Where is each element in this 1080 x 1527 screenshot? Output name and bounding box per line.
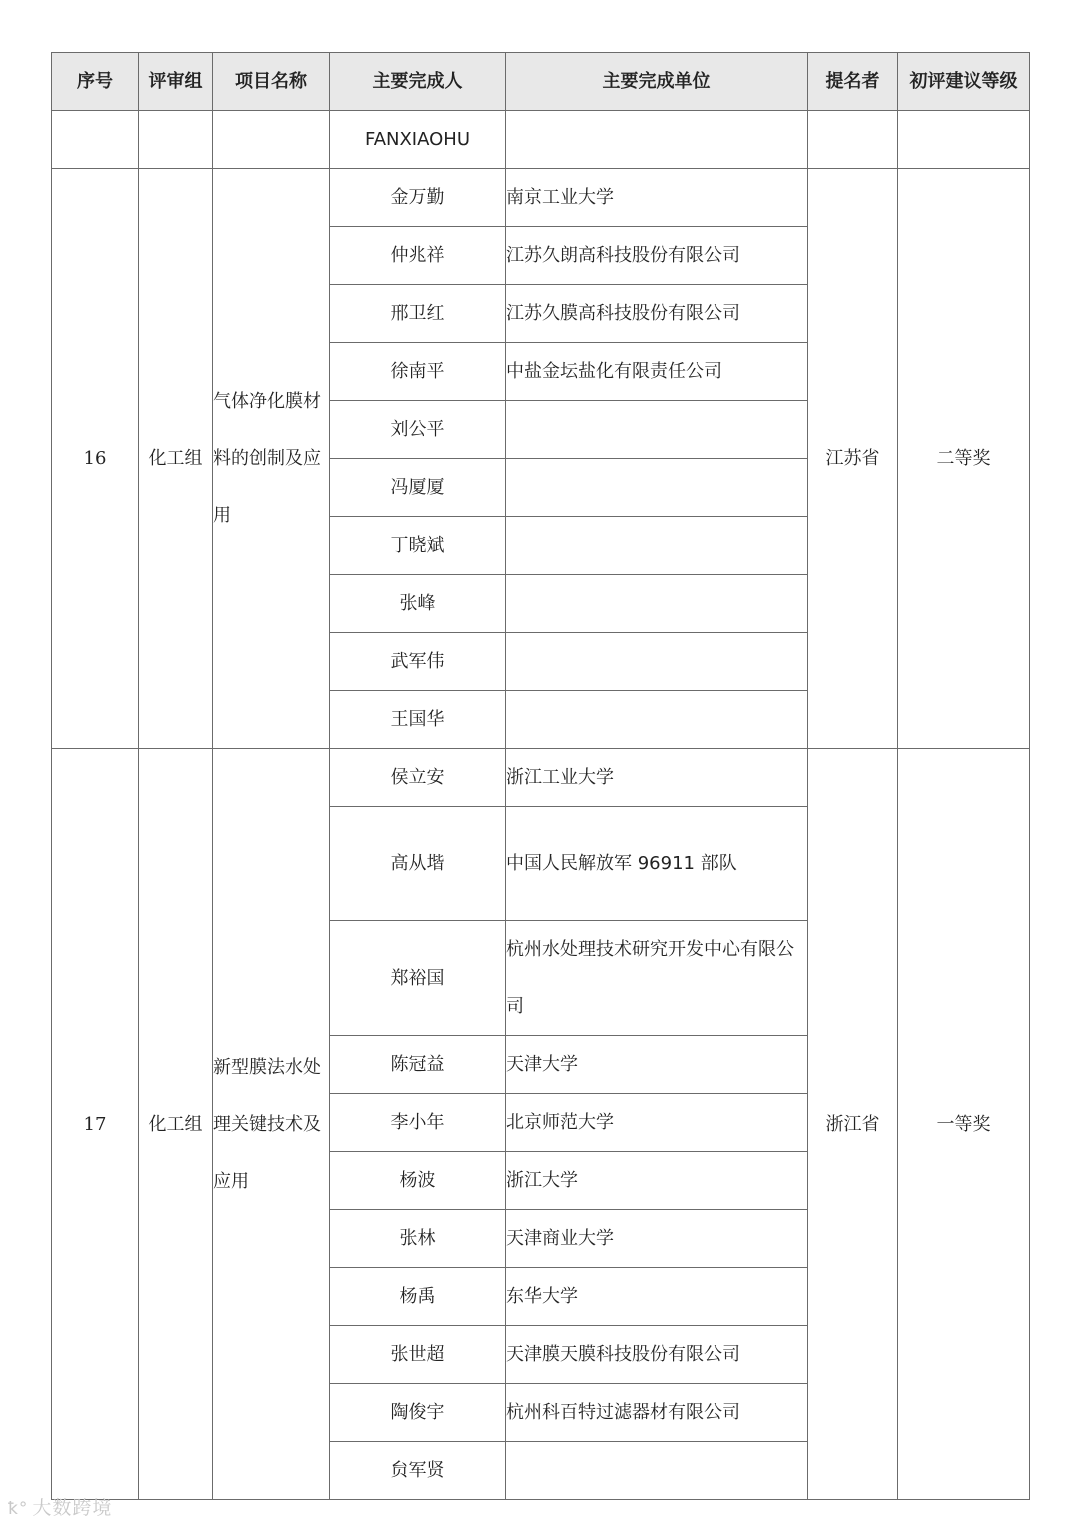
project-name-cell: 气体净化膜材料的创制及应用	[213, 169, 330, 749]
seq-cell: 17	[52, 749, 139, 1500]
nominator-cell: 江苏省	[808, 169, 898, 749]
header-seq: 序号	[52, 53, 139, 111]
person-cell: 张林	[330, 1210, 506, 1268]
header-project-name: 项目名称	[213, 53, 330, 111]
person-cell: 仲兆祥	[330, 227, 506, 285]
unit-cell	[506, 459, 808, 517]
header-row	[52, 53, 1030, 111]
person-cell: 邢卫红	[330, 285, 506, 343]
header-nominator: 提名者	[808, 53, 898, 111]
person-cell: 杨波	[330, 1152, 506, 1210]
brand-logo-icon: ꝁ°	[8, 1499, 29, 1519]
unit-cell: 浙江大学	[506, 1152, 808, 1210]
unit-cell: 北京师范大学	[506, 1094, 808, 1152]
person-cell: 陈冠益	[330, 1036, 506, 1094]
person-cell: 杨禹	[330, 1268, 506, 1326]
grade-cell: 二等奖	[898, 169, 1030, 749]
watermark-text: 大数跨境	[32, 1497, 113, 1519]
unit-cell: 天津商业大学	[506, 1210, 808, 1268]
unit-cell: 中国人民解放军 96911 部队	[506, 807, 808, 921]
unit-cell	[506, 111, 808, 169]
unit-cell: 天津大学	[506, 1036, 808, 1094]
table-row	[52, 749, 1030, 807]
person-cell: 陶俊宇	[330, 1384, 506, 1442]
unit-cell: 南京工业大学	[506, 169, 808, 227]
seq-cell: 16	[52, 169, 139, 749]
person-cell: 张世超	[330, 1326, 506, 1384]
person-cell: 金万勤	[330, 169, 506, 227]
unit-cell: 江苏久朗高科技股份有限公司	[506, 227, 808, 285]
person-cell: 贠军贤	[330, 1442, 506, 1500]
person-cell: 侯立安	[330, 749, 506, 807]
person-cell: 冯厦厦	[330, 459, 506, 517]
unit-cell: 江苏久膜高科技股份有限公司	[506, 285, 808, 343]
header-grade: 初评建议等级	[898, 53, 1030, 111]
project-name-cell: 新型膜法水处理关键技术及应用	[213, 749, 330, 1500]
person-cell: 王国华	[330, 691, 506, 749]
unit-cell	[506, 517, 808, 575]
unit-cell: 天津膜天膜科技股份有限公司	[506, 1326, 808, 1384]
unit-cell: 东华大学	[506, 1268, 808, 1326]
person-cell: 高从堦	[330, 807, 506, 921]
unit-cell	[506, 401, 808, 459]
table-row	[52, 169, 1030, 227]
person-cell: 丁晓斌	[330, 517, 506, 575]
person-cell: 武军伟	[330, 633, 506, 691]
person-cell: 张峰	[330, 575, 506, 633]
continuation-row	[52, 111, 1030, 169]
grade-cell: 一等奖	[898, 749, 1030, 1500]
unit-cell: 杭州水处理技术研究开发中心有限公司	[506, 921, 808, 1036]
unit-cell	[506, 633, 808, 691]
header-group: 评审组	[139, 53, 213, 111]
person-cell: 徐南平	[330, 343, 506, 401]
watermark	[8, 1493, 112, 1520]
unit-cell: 浙江工业大学	[506, 749, 808, 807]
header-main-unit: 主要完成单位	[506, 53, 808, 111]
unit-cell	[506, 575, 808, 633]
person-cell: 郑裕国	[330, 921, 506, 1036]
award-table	[51, 52, 1030, 1500]
person-cell: 刘公平	[330, 401, 506, 459]
group-cell: 化工组	[139, 749, 213, 1500]
unit-cell: 杭州科百特过滤器材有限公司	[506, 1384, 808, 1442]
unit-cell	[506, 1442, 808, 1500]
header-main-person: 主要完成人	[330, 53, 506, 111]
unit-cell	[506, 691, 808, 749]
person-cell: FANXIAOHU	[330, 111, 506, 169]
group-cell: 化工组	[139, 169, 213, 749]
unit-cell: 中盐金坛盐化有限责任公司	[506, 343, 808, 401]
person-cell: 李小年	[330, 1094, 506, 1152]
nominator-cell: 浙江省	[808, 749, 898, 1500]
